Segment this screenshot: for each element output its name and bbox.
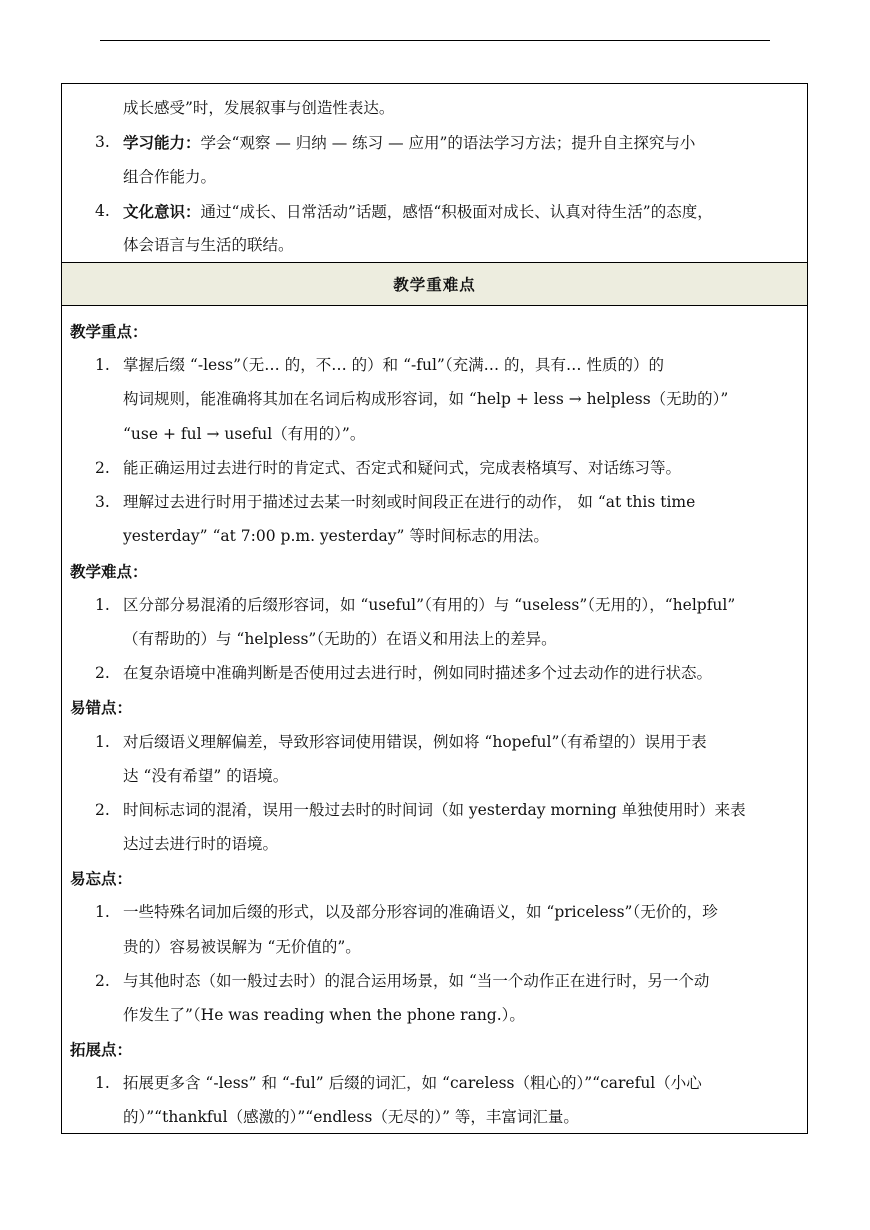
difficult-points-heading: 教学难点：: [70, 562, 148, 581]
section-title: 教学重难点: [62, 262, 807, 306]
key-point-1-line-1: 掌握后缀 “-less”（无… 的，不… 的）和 “-ful”（充满… 的，具有… 性质的）的: [123, 356, 664, 374]
extension-1-number: 1.: [95, 1074, 110, 1092]
easily-forgotten-2-line-2: 作发生了”（He was reading when the phone rang.）。: [123, 1006, 525, 1024]
easily-forgotten-2-line-1: 与其他时态（如一般过去时）的混合运用场景，如 “当一个动作正在进行时，另一个动: [123, 972, 710, 990]
extension-1-line-1: 拓展更多含 “-less” 和 “-ful” 后缀的词汇，如 “careless（粗心的）”“careful（小心: [123, 1074, 702, 1092]
key-point-1-line-3: “use + ful → useful（有用的）”。: [123, 425, 366, 443]
objective-continued-line: 成长感受”时，发展叙事与创造性表达。: [123, 99, 395, 117]
lesson-plan-table: [61, 83, 808, 1134]
objectives-continued-cell: [62, 84, 807, 262]
key-point-3-number: 3.: [95, 493, 110, 511]
difficult-point-1-line-2: （有帮助的）与 “helpless”（无助的）在语义和用法上的差异。: [123, 630, 557, 648]
extension-1-line-2: 的）”“thankful（感激的）”“endless（无尽的）” 等，丰富词汇量。: [123, 1108, 579, 1126]
objective-4-label: 文化意识：: [123, 202, 201, 221]
key-point-2-number: 2.: [95, 459, 110, 477]
difficult-point-2-number: 2.: [95, 664, 110, 682]
extension-heading: 拓展点：: [70, 1040, 133, 1059]
key-point-2-line-1: 能正确运用过去进行时的肯定式、否定式和疑问式，完成表格填写、对话练习等。: [123, 459, 682, 477]
header-rule: [100, 40, 770, 41]
error-prone-1-line-1: 对后缀语义理解偏差，导致形容词使用错误，例如将 “hopeful”（有希望的）误用于表: [123, 733, 707, 751]
easily-forgotten-2-number: 2.: [95, 972, 110, 990]
error-prone-1-line-2: 达 “没有希望” 的语境。: [123, 767, 289, 785]
objective-3-label: 学习能力：: [123, 133, 201, 152]
easily-forgotten-1-line-1: 一些特殊名词加后缀的形式，以及部分形容词的准确语义，如 “priceless”（无价的，珍: [123, 903, 718, 921]
error-prone-2-number: 2.: [95, 801, 110, 819]
objective-3-text: 学会“观察 — 归纳 — 练习 — 应用”的语法学习方法；提升自主探究与小: [200, 134, 696, 152]
easily-forgotten-1-number: 1.: [95, 903, 110, 921]
objective-3-number: 3.: [95, 133, 110, 151]
objective-4-text: 通过“成长、日常活动”话题，感悟“积极面对成长、认真对待生活”的态度，: [200, 203, 713, 221]
key-point-1-line-2: 构词规则，能准确将其加在名词后构成形容词，如 “help + less → helpless（无助的）”: [123, 390, 729, 408]
key-point-3-line-1: 理解过去进行时用于描述过去某一时刻或时间段正在进行的动作， 如 “at this time: [123, 493, 696, 511]
error-prone-2-line-2: 达过去进行时的语境。: [123, 835, 279, 853]
easily-forgotten-heading: 易忘点：: [70, 869, 133, 888]
error-prone-2-line-1: 时间标志词的混淆，误用一般过去时的时间词（如 yesterday morning 单独使用时）来表: [123, 801, 746, 819]
difficult-point-1-line-1: 区分部分易混淆的后缀形容词，如 “useful”（有用的）与 “useless”（无用的），“helpful”: [123, 596, 736, 614]
error-prone-heading: 易错点：: [70, 698, 133, 717]
objective-4-line-1: [123, 204, 713, 221]
objective-3-line-1: [123, 135, 695, 152]
difficult-point-1-number: 1.: [95, 596, 110, 614]
easily-forgotten-1-line-2: 贵的）容易被误解为 “无价值的”。: [123, 938, 361, 956]
key-point-1-number: 1.: [95, 356, 110, 374]
objective-4-number: 4.: [95, 202, 110, 220]
key-point-3-line-2: yesterday” “at 7:00 p.m. yesterday” 等时间标志的用法。: [123, 527, 549, 545]
objective-3-line-2: 组合作能力。: [123, 168, 217, 186]
error-prone-1-number: 1.: [95, 733, 110, 751]
difficult-point-2-line-1: 在复杂语境中准确判断是否使用过去进行时，例如同时描述多个过去动作的进行状态。: [123, 664, 713, 682]
objective-4-line-2: 体会语言与生活的联结。: [123, 236, 294, 254]
key-points-heading: 教学重点：: [70, 322, 148, 341]
